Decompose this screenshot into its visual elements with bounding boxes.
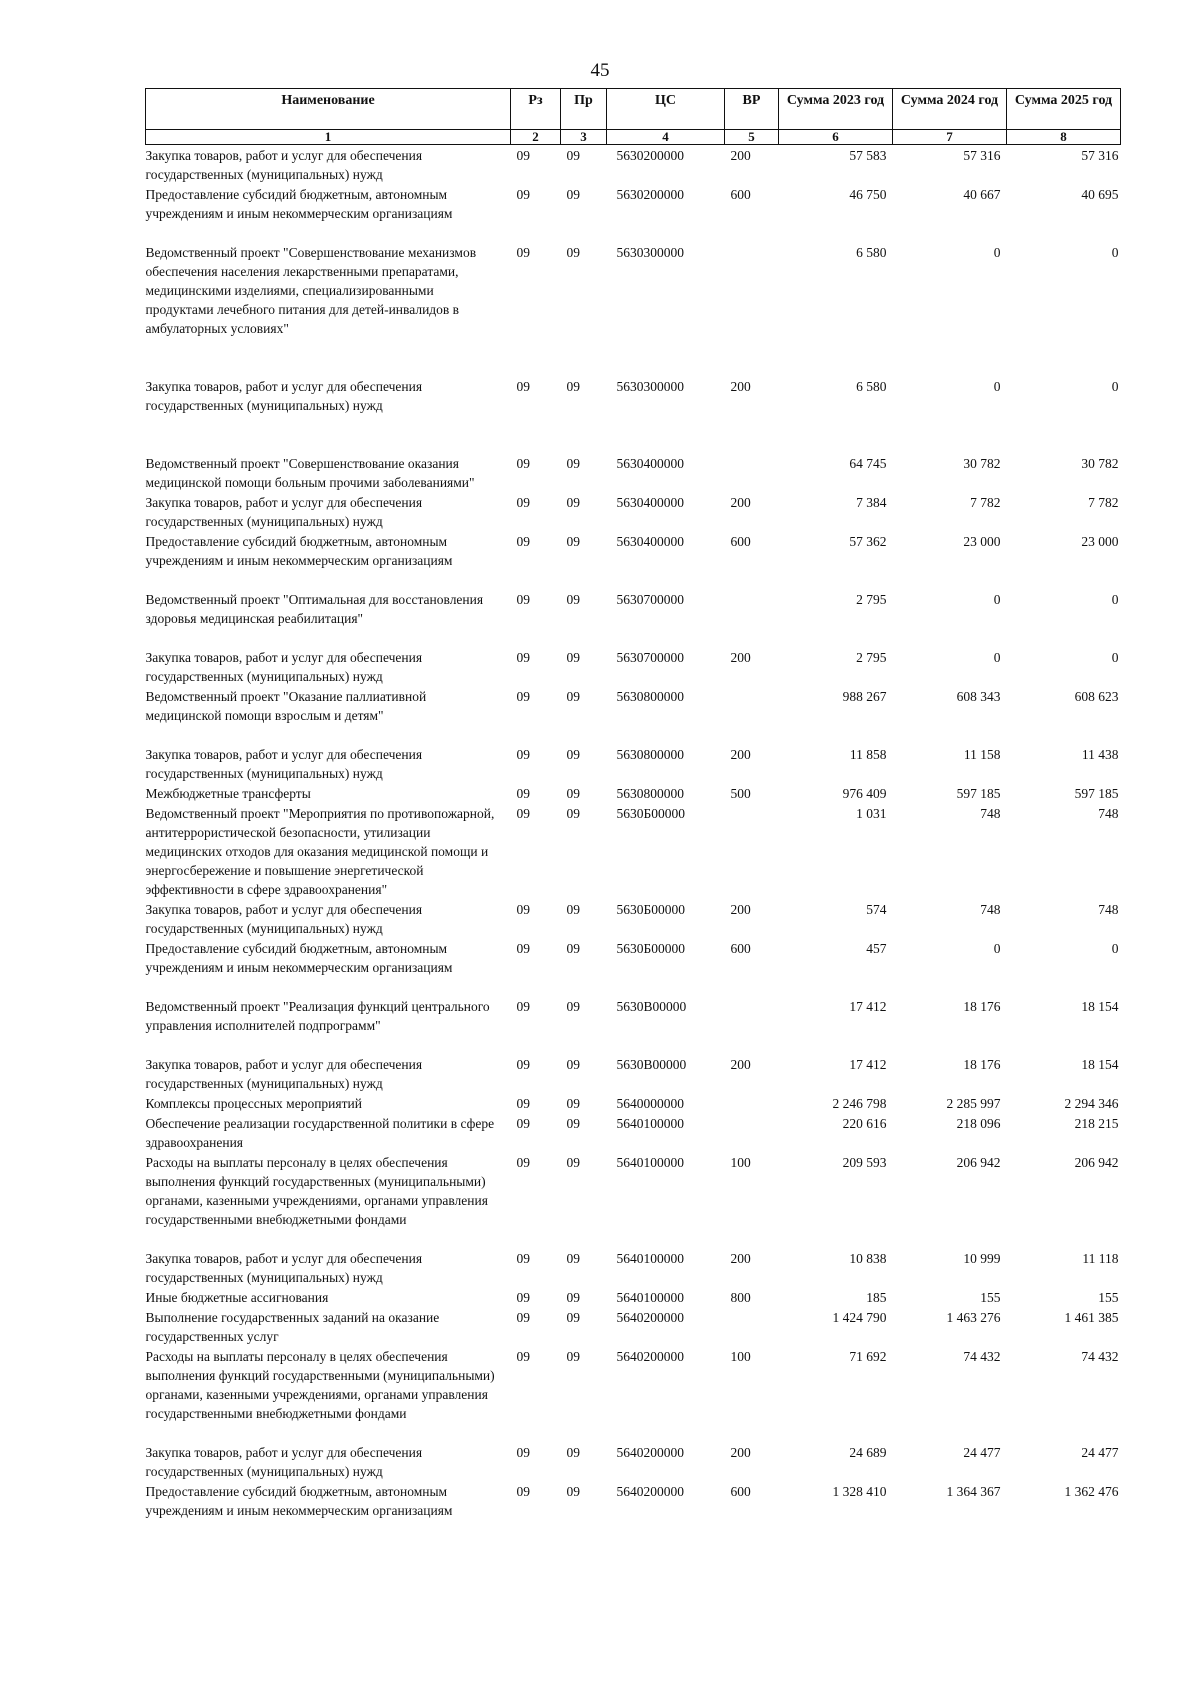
row-rz: 09 bbox=[516, 650, 530, 665]
row-cs: 5640100000 bbox=[616, 1251, 684, 1266]
row-rz: 09 bbox=[516, 689, 530, 704]
row-pr: 09 bbox=[566, 650, 580, 665]
row-rz: 09 bbox=[516, 456, 530, 471]
row-sum-2025: 0 bbox=[1111, 592, 1119, 607]
table-row bbox=[146, 1113, 1121, 1152]
column-number: 2 bbox=[511, 130, 561, 145]
row-pr: 09 bbox=[566, 689, 580, 704]
row-sum-2025: 11 438 bbox=[1081, 747, 1119, 762]
row-vr bbox=[725, 589, 779, 647]
row-vr bbox=[725, 1307, 779, 1346]
row-sum-2023: 6 580 bbox=[856, 245, 887, 260]
row-sum-2024: 748 bbox=[980, 806, 1001, 821]
row-sum-2025: 7 782 bbox=[1088, 495, 1119, 510]
header-sum-2024: Сумма 2024 год bbox=[893, 89, 1007, 130]
row-sum-2024: 218 096 bbox=[956, 1116, 1001, 1131]
row-vr: 100 bbox=[730, 1155, 751, 1170]
row-vr bbox=[725, 1113, 779, 1152]
header-vr: ВР bbox=[725, 89, 779, 130]
row-name: Выполнение государственных заданий на оказание государственных услуг bbox=[145, 1310, 440, 1344]
row-rz: 09 bbox=[516, 786, 530, 801]
table-row bbox=[146, 145, 1121, 185]
row-cs: 5630300000 bbox=[616, 245, 684, 260]
table-body bbox=[146, 145, 1121, 1521]
header-cs: ЦС bbox=[607, 89, 725, 130]
row-sum-2024: 23 000 bbox=[963, 534, 1001, 549]
row-sum-2023: 17 412 bbox=[849, 1057, 887, 1072]
row-sum-2023: 209 593 bbox=[842, 1155, 887, 1170]
row-sum-2025: 155 bbox=[1098, 1290, 1119, 1305]
row-pr: 09 bbox=[566, 245, 580, 260]
row-sum-2023: 7 384 bbox=[856, 495, 887, 510]
row-sum-2024: 24 477 bbox=[963, 1445, 1001, 1460]
row-sum-2025: 24 477 bbox=[1081, 1445, 1119, 1460]
row-sum-2023: 71 692 bbox=[849, 1349, 887, 1364]
row-rz: 09 bbox=[516, 1057, 530, 1072]
row-rz: 09 bbox=[516, 1445, 530, 1460]
row-vr: 200 bbox=[730, 1057, 751, 1072]
table-row bbox=[146, 1152, 1121, 1248]
table-row bbox=[146, 803, 1121, 899]
row-cs: 5640100000 bbox=[616, 1155, 684, 1170]
row-sum-2025: 0 bbox=[1111, 650, 1119, 665]
row-name: Закупка товаров, работ и услуг для обеспечения государственных (муниципальных) нужд bbox=[145, 148, 423, 182]
row-name: Закупка товаров, работ и услуг для обеспечения государственных (муниципальных) нужд bbox=[145, 1057, 423, 1091]
row-sum-2023: 2 795 bbox=[856, 592, 887, 607]
row-sum-2024: 0 bbox=[993, 650, 1001, 665]
row-cs: 5640200000 bbox=[616, 1484, 684, 1499]
row-cs: 5630Б00000 bbox=[616, 902, 686, 917]
row-sum-2023: 220 616 bbox=[842, 1116, 887, 1131]
row-cs: 5630300000 bbox=[616, 379, 684, 394]
row-vr: 600 bbox=[730, 187, 751, 202]
row-vr: 200 bbox=[730, 650, 751, 665]
row-vr: 600 bbox=[730, 941, 751, 956]
table-row bbox=[146, 531, 1121, 589]
row-vr: 200 bbox=[730, 902, 751, 917]
row-sum-2023: 11 858 bbox=[849, 747, 887, 762]
row-rz: 09 bbox=[516, 245, 530, 260]
row-sum-2025: 40 695 bbox=[1081, 187, 1119, 202]
row-sum-2023: 1 424 790 bbox=[832, 1310, 887, 1325]
row-sum-2025: 608 623 bbox=[1074, 689, 1119, 704]
row-name: Предоставление субсидий бюджетным, автономным учреждениям и иным некоммерческим организациям bbox=[145, 941, 453, 975]
row-name: Обеспечение реализации государственной политики в сфере здравоохранения bbox=[145, 1116, 495, 1150]
row-pr: 09 bbox=[566, 1445, 580, 1460]
column-number: 1 bbox=[146, 130, 511, 145]
column-number: 3 bbox=[561, 130, 607, 145]
row-vr: 200 bbox=[730, 495, 751, 510]
row-rz: 09 bbox=[516, 1290, 530, 1305]
row-name: Расходы на выплаты персоналу в целях обеспечения выполнения функций государственных (муниципальными) органами, казенными учреждениями, органами управления государственными внебюджетными фондами bbox=[145, 1155, 488, 1227]
column-number: 8 bbox=[1007, 130, 1121, 145]
table-row bbox=[146, 1248, 1121, 1287]
row-sum-2025: 748 bbox=[1098, 806, 1119, 821]
page-number: 45 bbox=[590, 60, 610, 81]
row-cs: 5630200000 bbox=[616, 148, 684, 163]
row-sum-2024: 0 bbox=[993, 379, 1001, 394]
row-sum-2025: 11 118 bbox=[1082, 1251, 1119, 1266]
header-pr: Пр bbox=[561, 89, 607, 130]
row-cs: 5630400000 bbox=[616, 495, 684, 510]
row-cs: 5630Б00000 bbox=[616, 941, 686, 956]
table-row bbox=[146, 1054, 1121, 1093]
row-cs: 5630400000 bbox=[616, 534, 684, 549]
row-rz: 09 bbox=[516, 592, 530, 607]
row-cs: 5630700000 bbox=[616, 650, 684, 665]
row-sum-2024: 1 364 367 bbox=[946, 1484, 1001, 1499]
row-sum-2024: 0 bbox=[993, 592, 1001, 607]
row-sum-2023: 1 328 410 bbox=[832, 1484, 887, 1499]
table-row bbox=[146, 996, 1121, 1054]
table-row bbox=[146, 1093, 1121, 1113]
row-vr bbox=[725, 686, 779, 744]
row-vr: 600 bbox=[730, 1484, 751, 1499]
row-rz: 09 bbox=[516, 495, 530, 510]
row-sum-2025: 0 bbox=[1111, 941, 1119, 956]
row-name: Ведомственный проект "Совершенствование оказания медицинской помощи больным прочими заболеваниями" bbox=[145, 456, 475, 490]
row-pr: 09 bbox=[566, 1155, 580, 1170]
row-sum-2024: 7 782 bbox=[970, 495, 1001, 510]
row-sum-2025: 597 185 bbox=[1074, 786, 1119, 801]
row-sum-2024: 597 185 bbox=[956, 786, 1001, 801]
table-row bbox=[146, 184, 1121, 242]
row-sum-2025: 30 782 bbox=[1081, 456, 1119, 471]
row-sum-2024: 0 bbox=[993, 245, 1001, 260]
row-sum-2024: 748 bbox=[980, 902, 1001, 917]
table-row bbox=[146, 899, 1121, 938]
table-row bbox=[146, 1481, 1121, 1520]
row-sum-2023: 2 246 798 bbox=[832, 1096, 887, 1111]
header-sum-2023: Сумма 2023 год bbox=[779, 89, 893, 130]
row-sum-2025: 218 215 bbox=[1074, 1116, 1119, 1131]
row-pr: 09 bbox=[566, 1310, 580, 1325]
row-sum-2025: 1 461 385 bbox=[1064, 1310, 1119, 1325]
row-sum-2023: 976 409 bbox=[842, 786, 887, 801]
row-vr: 200 bbox=[730, 148, 751, 163]
row-name: Предоставление субсидий бюджетным, автономным учреждениям и иным некоммерческим организациям bbox=[145, 187, 453, 221]
row-name: Закупка товаров, работ и услуг для обеспечения государственных (муниципальных) нужд bbox=[145, 1251, 423, 1285]
row-sum-2023: 2 795 bbox=[856, 650, 887, 665]
row-rz: 09 bbox=[516, 1096, 530, 1111]
row-sum-2025: 23 000 bbox=[1081, 534, 1119, 549]
table-row bbox=[146, 1287, 1121, 1307]
row-sum-2025: 0 bbox=[1111, 379, 1119, 394]
row-pr: 09 bbox=[566, 902, 580, 917]
row-pr: 09 bbox=[566, 379, 580, 394]
row-pr: 09 bbox=[566, 747, 580, 762]
table-row bbox=[146, 938, 1121, 996]
row-name: Ведомственный проект "Мероприятия по противопожарной, антитеррористической безопасности, утилизации медицинских отходов для оказания медицинской помощи и энергосбережение и повышение энергетической эффективности в сфере здравоохранения" bbox=[145, 806, 495, 897]
row-sum-2025: 2 294 346 bbox=[1064, 1096, 1119, 1111]
row-vr: 800 bbox=[730, 1290, 751, 1305]
row-sum-2024: 1 463 276 bbox=[946, 1310, 1001, 1325]
row-sum-2024: 0 bbox=[993, 941, 1001, 956]
row-name: Предоставление субсидий бюджетным, автономным учреждениям и иным некоммерческим организациям bbox=[145, 1484, 453, 1518]
row-name: Межбюджетные трансферты bbox=[145, 786, 311, 801]
row-sum-2024: 30 782 bbox=[963, 456, 1001, 471]
row-sum-2023: 57 362 bbox=[849, 534, 887, 549]
budget-table bbox=[145, 88, 1121, 1520]
column-number-row bbox=[146, 130, 1121, 145]
row-sum-2024: 155 bbox=[980, 1290, 1001, 1305]
table-row bbox=[146, 1442, 1121, 1481]
row-sum-2023: 6 580 bbox=[856, 379, 887, 394]
row-cs: 5640100000 bbox=[616, 1116, 684, 1131]
row-vr bbox=[725, 453, 779, 492]
row-cs: 5630700000 bbox=[616, 592, 684, 607]
row-sum-2023: 574 bbox=[866, 902, 887, 917]
row-sum-2023: 24 689 bbox=[849, 1445, 887, 1460]
header-rz: Рз bbox=[511, 89, 561, 130]
row-name: Расходы на выплаты персоналу в целях обеспечения выполнения функций государственными (муниципальными) органами, казенными учреждениями, органами управления государственными внебюджетными фондами bbox=[145, 1349, 495, 1421]
row-name: Ведомственный проект "Оказание паллиативной медицинской помощи взрослым и детям" bbox=[145, 689, 427, 723]
row-sum-2025: 74 432 bbox=[1081, 1349, 1119, 1364]
row-rz: 09 bbox=[516, 1155, 530, 1170]
row-vr bbox=[725, 996, 779, 1054]
row-name: Закупка товаров, работ и услуг для обеспечения государственных (муниципальных) нужд bbox=[145, 1445, 423, 1479]
table-row bbox=[146, 647, 1121, 686]
row-name: Иные бюджетные ассигнования bbox=[145, 1290, 329, 1305]
row-sum-2024: 10 999 bbox=[963, 1251, 1001, 1266]
table-row bbox=[146, 242, 1121, 376]
row-cs: 5640200000 bbox=[616, 1310, 684, 1325]
row-cs: 5630800000 bbox=[616, 689, 684, 704]
row-pr: 09 bbox=[566, 592, 580, 607]
row-sum-2025: 18 154 bbox=[1081, 999, 1119, 1014]
row-pr: 09 bbox=[566, 187, 580, 202]
row-vr: 200 bbox=[730, 747, 751, 762]
row-name: Предоставление субсидий бюджетным, автономным учреждениям и иным некоммерческим организациям bbox=[145, 534, 453, 568]
header-row bbox=[146, 89, 1121, 130]
row-rz: 09 bbox=[516, 806, 530, 821]
row-name: Комплексы процессных мероприятий bbox=[145, 1096, 362, 1111]
row-pr: 09 bbox=[566, 1290, 580, 1305]
row-sum-2023: 1 031 bbox=[856, 806, 887, 821]
row-vr bbox=[725, 1093, 779, 1113]
table-row bbox=[146, 1307, 1121, 1346]
row-rz: 09 bbox=[516, 1251, 530, 1266]
row-rz: 09 bbox=[516, 187, 530, 202]
row-sum-2025: 0 bbox=[1111, 245, 1119, 260]
row-sum-2024: 57 316 bbox=[963, 148, 1001, 163]
row-name: Закупка товаров, работ и услуг для обеспечения государственных (муниципальных) нужд bbox=[145, 495, 423, 529]
row-sum-2024: 18 176 bbox=[963, 999, 1001, 1014]
row-pr: 09 bbox=[566, 1057, 580, 1072]
row-cs: 5640200000 bbox=[616, 1445, 684, 1460]
row-cs: 5630Б00000 bbox=[616, 806, 686, 821]
row-sum-2024: 2 285 997 bbox=[946, 1096, 1001, 1111]
row-pr: 09 bbox=[566, 456, 580, 471]
row-sum-2023: 457 bbox=[866, 941, 887, 956]
row-vr: 500 bbox=[730, 786, 751, 801]
row-sum-2023: 185 bbox=[866, 1290, 887, 1305]
row-sum-2025: 1 362 476 bbox=[1064, 1484, 1119, 1499]
row-name: Закупка товаров, работ и услуг для обеспечения государственных (муниципальных) нужд bbox=[145, 902, 423, 936]
table-row bbox=[146, 783, 1121, 803]
row-sum-2023: 17 412 bbox=[849, 999, 887, 1014]
row-cs: 5640200000 bbox=[616, 1349, 684, 1364]
row-cs: 5630200000 bbox=[616, 187, 684, 202]
row-pr: 09 bbox=[566, 148, 580, 163]
table-row bbox=[146, 376, 1121, 453]
table-row bbox=[146, 589, 1121, 647]
row-pr: 09 bbox=[566, 534, 580, 549]
row-rz: 09 bbox=[516, 1116, 530, 1131]
row-rz: 09 bbox=[516, 534, 530, 549]
row-sum-2024: 608 343 bbox=[956, 689, 1001, 704]
row-rz: 09 bbox=[516, 148, 530, 163]
row-name: Закупка товаров, работ и услуг для обеспечения государственных (муниципальных) нужд bbox=[145, 650, 423, 684]
row-sum-2023: 64 745 bbox=[849, 456, 887, 471]
row-pr: 09 bbox=[566, 786, 580, 801]
row-rz: 09 bbox=[516, 902, 530, 917]
row-name: Ведомственный проект "Оптимальная для восстановления здоровья медицинская реабилитация" bbox=[145, 592, 484, 626]
row-cs: 5630800000 bbox=[616, 747, 684, 762]
row-pr: 09 bbox=[566, 941, 580, 956]
row-rz: 09 bbox=[516, 747, 530, 762]
row-vr: 200 bbox=[730, 1445, 751, 1460]
row-cs: 5630800000 bbox=[616, 786, 684, 801]
row-name: Закупка товаров, работ и услуг для обеспечения государственных (муниципальных) нужд bbox=[145, 747, 423, 781]
row-sum-2024: 18 176 bbox=[963, 1057, 1001, 1072]
table-row bbox=[146, 1346, 1121, 1442]
row-sum-2023: 10 838 bbox=[849, 1251, 887, 1266]
row-rz: 09 bbox=[516, 1310, 530, 1325]
row-cs: 5630400000 bbox=[616, 456, 684, 471]
row-name: Закупка товаров, работ и услуг для обеспечения государственных (муниципальных) нужд bbox=[145, 379, 423, 413]
budget-table-container bbox=[145, 88, 1120, 1520]
row-vr: 600 bbox=[730, 534, 751, 549]
row-sum-2023: 46 750 bbox=[849, 187, 887, 202]
row-pr: 09 bbox=[566, 1096, 580, 1111]
row-sum-2024: 40 667 bbox=[963, 187, 1001, 202]
table-row bbox=[146, 492, 1121, 531]
row-rz: 09 bbox=[516, 379, 530, 394]
column-number: 5 bbox=[725, 130, 779, 145]
row-vr: 100 bbox=[730, 1349, 751, 1364]
row-cs: 5640000000 bbox=[616, 1096, 684, 1111]
row-name: Ведомственный проект "Совершенствование механизмов обеспечения населения лекарственными препаратами, медицинскими изделиями, специализированными продуктами лечебного питания для детей-инвалидов в амбулаторных условиях" bbox=[145, 245, 477, 336]
row-sum-2025: 18 154 bbox=[1081, 1057, 1119, 1072]
row-sum-2025: 206 942 bbox=[1074, 1155, 1119, 1170]
row-rz: 09 bbox=[516, 941, 530, 956]
table-row bbox=[146, 686, 1121, 744]
row-vr bbox=[725, 803, 779, 899]
column-number: 7 bbox=[893, 130, 1007, 145]
row-pr: 09 bbox=[566, 999, 580, 1014]
row-cs: 5640100000 bbox=[616, 1290, 684, 1305]
row-sum-2025: 748 bbox=[1098, 902, 1119, 917]
table-row bbox=[146, 453, 1121, 492]
table-row bbox=[146, 744, 1121, 783]
row-cs: 5630В00000 bbox=[616, 1057, 687, 1072]
row-sum-2024: 11 158 bbox=[963, 747, 1001, 762]
row-sum-2025: 57 316 bbox=[1081, 148, 1119, 163]
row-name: Ведомственный проект "Реализация функций центрального управления исполнителей подпрограмм" bbox=[145, 999, 490, 1033]
row-sum-2024: 74 432 bbox=[963, 1349, 1001, 1364]
row-vr: 200 bbox=[730, 379, 751, 394]
column-number: 6 bbox=[779, 130, 893, 145]
row-pr: 09 bbox=[566, 1116, 580, 1131]
header-sum-2025: Сумма 2025 год bbox=[1007, 89, 1121, 130]
row-pr: 09 bbox=[566, 1484, 580, 1499]
row-rz: 09 bbox=[516, 1484, 530, 1499]
row-sum-2023: 988 267 bbox=[842, 689, 887, 704]
row-vr: 200 bbox=[730, 1251, 751, 1266]
row-sum-2024: 206 942 bbox=[956, 1155, 1001, 1170]
row-rz: 09 bbox=[516, 1349, 530, 1364]
header-name: Наименование bbox=[146, 89, 511, 130]
row-sum-2023: 57 583 bbox=[849, 148, 887, 163]
row-vr bbox=[725, 242, 779, 376]
row-pr: 09 bbox=[566, 495, 580, 510]
row-rz: 09 bbox=[516, 999, 530, 1014]
row-pr: 09 bbox=[566, 1251, 580, 1266]
column-number: 4 bbox=[607, 130, 725, 145]
row-pr: 09 bbox=[566, 1349, 580, 1364]
row-pr: 09 bbox=[566, 806, 580, 821]
row-cs: 5630В00000 bbox=[616, 999, 687, 1014]
